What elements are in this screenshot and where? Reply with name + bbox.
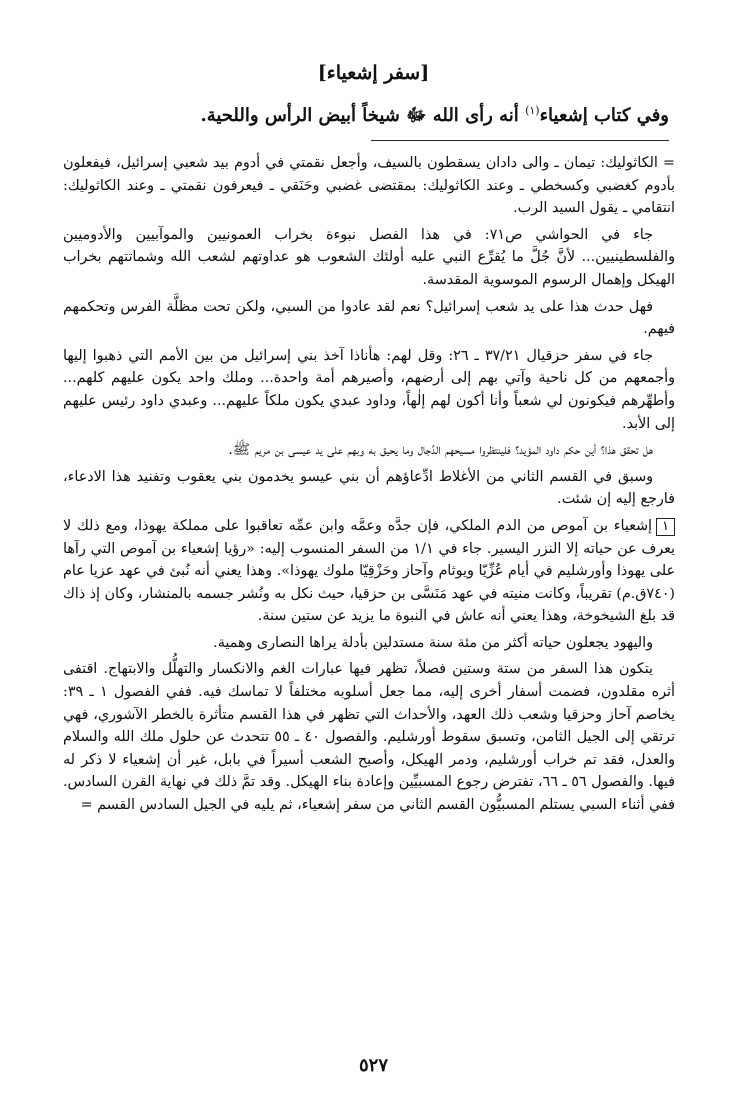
note-paragraph: جاء في سفر حزقيال ٣٧/٢١ ـ ٢٦: وقل لهم: هأناذا آخذ بني إسرائيل من بين الأمم التي ذهبوا إليها وأجمعهم من كل ناحية وآتي بهم إلى أرضهم، وأصيرهم أمة واحدة... وملك واحد يكون عليهم كلهم... وأطهِّرهم فيكونون لي شعباً وأنا أكون لهم إلٰهاً، وداود عبدي يكون ملكاً عليهم... وعبدي داود رئيس عليهم إلى الأبد. <box>63 347 675 432</box>
notes-section <box>63 152 675 821</box>
note-paragraph: هل تحقق هذا؟ أين حكم داود المؤيد؟ فلينتظروا مسيحهم الدَّجال وما يحيق به وبهم على يد عيسى بن مريم ﷺ. <box>228 442 653 459</box>
footnote-text: إشعياء بن آموص من الدم الملكي، فإن جدَّه وعمَّه وابن عمِّه تعاقبوا على مملكة يهوذا، ومع ذلك لا يعرف عن حياته إلا النزر اليسير. جاء في ١/١ من السفر المنسوب إليه: «رؤيا إشعياء بن آموص التي رآها على يهوذا وأورشليم في أيام عُزِّيّا ويوثام وآحاز وحَزْقِيّا ملوك يهوذا». وهذا يعني أنه نُبئ في عهد عزيا عام (٧٤٠ق.م) تقريباً، وكانت منيته في عهد مَنَسَّى بن حزقيا، حيث نكل به ونُشر جسمه بالمنشار، وكان إذ ذاك قد بلغ الشيخوخة، وهذا يعني أنه عاش في النبوة ما يزيد عن ستين سنة. <box>63 517 675 625</box>
note-paragraph: جاء في الحواشي ص٧١: في هذا الفصل نبوءة بخراب العمونيين والموآبيين والأدوميين والفلسطينيين... لأنَّ جُلَّ ما يُقرِّع النبي عليه أولئك الشعوب هو عداوتهم لشعب الله وشماتتهم بخراب الهيكل وإهمال الرسوم الموسوية المقدسة. <box>63 226 675 288</box>
body-paragraph: واليهود يجعلون حياته أكثر من مئة سنة مستدلين بأدلة يراها النصارى وهمية. <box>213 634 653 651</box>
footnote-number-box: ١ <box>656 518 675 536</box>
intro-text-after: أنه رأى الله ﷻ شيخاً أبيض الرأس واللحية. <box>200 105 526 126</box>
intro-line <box>69 96 669 131</box>
page-number: ٥٢٧ <box>358 1055 388 1076</box>
note-paragraph: = الكاثوليك: تيمان ـ والى دادان يسقطون بالسيف، وأجعل نقمتي في أدوم بيد شعبي إسرائيل، فيفعلون بأدوم كغضبي وكسخطي ـ وعند الكاثوليك: بمقتضى غضبي وحَنَقي ـ فيعرفون نقمتي ـ وعند الكاثوليك: انتقامي ـ يقول السيد الرب. <box>63 155 675 217</box>
note-paragraph: وسبق في القسم الثاني من الأغلاط ادِّعاؤهم أن بني عيسو يخدمون بني يعقوب وتفنيد هذا الادعاء، فارجع إليه إن شئت. <box>63 468 675 508</box>
intro-text-before: وفي كتاب إشعياء <box>539 105 669 126</box>
note-paragraph: فهل حدث هذا على يد شعب إسرائيل؟ نعم لقد عادوا من السبي، ولكن تحت مظلَّة الفرس وتحكمهم فيهم. <box>63 298 675 338</box>
footnote-reference: (١) <box>525 104 540 117</box>
footnote-paragraph <box>63 515 675 628</box>
body-paragraph: يتكون هذا السفر من ستة وستين فصلاً، تظهر فيها عبارات الغم والانكسار والتهلُّل والابتهاج. اقتفى أثره مقلدون، فضمت أسفار أخرى إليه، مما جعل أسلوبه مختلفاً لا تماسك فيه. ففي الفصول ١ ـ ٣٩: يخاصم آحاز وحزقيا وشعب ذلك العهد، والأحداث التي تظهر في هذا القسم متأثرة بالخطر الآشوري، فهي ترتقي إلى الجيل الثامن، وتسبق سقوط أورشليم. والفصول ٤٠ ـ ٥٥ تتحدث عن حلول ملك الله والسلام والعدل، فقد تم خراب أورشليم، ودمر الهيكل، وأصبح الشعب أسيراً في بابل، غير أن إشعياء لا ذكر له فيها. والفصول ٥٦ ـ ٦٦، تفترض رجوع المسبيِّين وإعادة بناء الهيكل. وقد تمَّ ذلك في نهاية القرن السادس. ففي أثناء السبي يستلم المسبيُّون القسم الثاني من سفر إشعياء، ثم يليه في الجيل السادس القسم = <box>63 661 676 814</box>
footnote-separator <box>371 140 669 141</box>
section-heading: [سفر إشعياء] <box>317 62 430 84</box>
